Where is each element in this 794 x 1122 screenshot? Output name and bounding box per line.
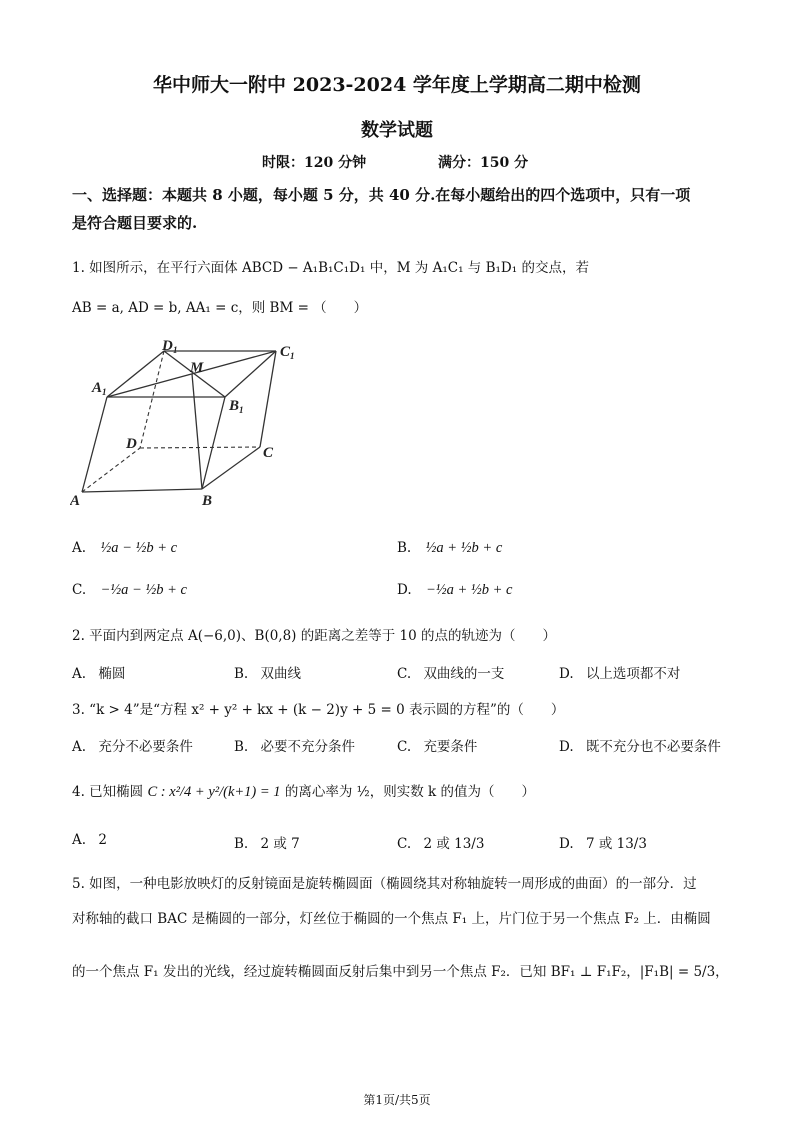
q3-stem: 3. “k > 4”是“方程 x² + y² + kx + (k − 2)y + 5 = 0 表示圆的方程”的（ ） <box>72 702 565 718</box>
page-title: 华中师大一附中 2023-2024 学年度上学期高二期中检测 <box>153 74 641 96</box>
q3-option-c <box>397 735 477 755</box>
section-heading-line2: 是符合题目要求的. <box>72 214 198 232</box>
option-text: −½a − ½b + c <box>100 582 187 598</box>
label-b: B <box>202 493 213 509</box>
option-text: ½a − ½b + c <box>100 540 178 556</box>
option-key: B. <box>234 739 249 755</box>
option-key: A. <box>72 666 87 682</box>
q4-option-b <box>234 832 300 852</box>
q4-option-d <box>559 832 647 852</box>
label-m: M <box>190 360 204 376</box>
option-text: 2 或 7 <box>260 836 300 852</box>
page-subtitle: 数学试题 <box>361 120 433 141</box>
label-d1: D <box>162 338 173 354</box>
option-key: D. <box>559 666 574 682</box>
label-a1: A <box>92 380 103 396</box>
section-heading-line1: 一、选择题：本题共 8 小题，每小题 5 分，共 40 分.在每小题给出的四个选项中，只有一项 <box>72 186 691 204</box>
option-key: C. <box>397 836 412 852</box>
option-text: 2 <box>98 832 107 848</box>
option-key: A. <box>72 540 87 556</box>
option-key: B. <box>234 836 249 852</box>
q1-option-a <box>72 540 177 557</box>
option-text: 充分不必要条件 <box>98 739 193 755</box>
q1-stem-line1: 1. 如图所示，在平行六面体 ABCD − A₁B₁C₁D₁ 中，M 为 A₁C₁ 与 B₁D₁ 的交点，若 <box>72 260 589 276</box>
q4-option-a <box>72 832 107 848</box>
label-a1-sub: 1 <box>102 387 107 397</box>
edge-d-c-hidden <box>140 447 260 448</box>
option-key: D. <box>397 582 412 598</box>
option-key: C. <box>72 582 87 598</box>
q3-option-d <box>559 735 721 755</box>
q1-option-c <box>72 582 187 599</box>
option-text: 双曲线 <box>260 666 302 682</box>
q2-stem: 2. 平面内到两定点 A(−6,0)、B(0,8) 的距离之差等于 10 的点的轨迹为（ ） <box>72 628 557 644</box>
label-a: A <box>70 493 81 509</box>
option-text: 2 或 13/3 <box>423 836 485 852</box>
option-text: 必要不充分条件 <box>260 739 356 755</box>
option-text: 椭圆 <box>98 666 126 682</box>
option-text: 充要条件 <box>423 739 478 755</box>
q4-option-c <box>397 832 484 852</box>
q3-option-b <box>234 735 355 755</box>
option-key: A. <box>72 832 87 848</box>
label-c1-sub: 1 <box>290 351 295 361</box>
option-key: B. <box>234 666 249 682</box>
label-b1-sub: 1 <box>239 405 244 415</box>
q1-option-b <box>397 540 502 557</box>
option-text: 7 或 13/3 <box>585 836 647 852</box>
q1-stem-line2: AB = a, AD = b, AA₁ = c，则 BM = （ ） <box>72 300 368 316</box>
option-text: 既不充分也不必要条件 <box>585 739 721 755</box>
q2-option-a <box>72 662 125 682</box>
option-key: C. <box>397 666 412 682</box>
option-key: C. <box>397 739 412 755</box>
q3-option-a <box>72 735 193 755</box>
page-footer: 第1页/共5页 <box>363 1093 431 1107</box>
q2-option-c <box>397 662 504 682</box>
q2-option-d <box>559 662 680 682</box>
q4-ellipse-equation: C : x²/4 + y²/(k+1) = 1 <box>147 784 281 800</box>
q4-stem <box>72 780 535 801</box>
label-d: D <box>126 436 137 452</box>
q1-option-d <box>397 582 512 599</box>
edge-a-d-hidden <box>82 448 140 492</box>
edge-a1-d1 <box>107 351 164 397</box>
q4-prefix: 4. 已知椭圆 <box>72 784 144 800</box>
time-limit: 时限：120 分钟 <box>262 155 367 171</box>
label-c: C <box>263 445 274 461</box>
option-text: ½a + ½b + c <box>425 540 503 556</box>
option-key: D. <box>559 739 574 755</box>
q5-stem-line1: 5. 如图，一种电影放映灯的反射镜面是旋转椭圆面（椭圆绕其对称轴旋转一周形成的曲面）的一部分．过 <box>72 876 697 892</box>
q5-stem-line2: 对称轴的截口 BAC 是椭圆的一部分，灯丝位于椭圆的一个焦点 F₁ 上，片门位于另一个焦点 F₂ 上．由椭圆 <box>72 911 711 927</box>
option-text: 以上选项都不对 <box>585 666 681 682</box>
parallelepiped-figure <box>70 334 310 514</box>
q4-suffix: 的离心率为 ½，则实数 k 的值为（ ） <box>284 784 535 800</box>
edge-a-b <box>82 489 202 492</box>
edge-c-c1 <box>260 351 276 447</box>
option-key: B. <box>397 540 412 556</box>
option-key: D. <box>559 836 574 852</box>
label-d1-sub: 1 <box>173 345 178 355</box>
q2-option-b <box>234 662 301 682</box>
option-text: −½a + ½b + c <box>425 582 513 598</box>
edge-d-d1-hidden <box>140 351 164 448</box>
q5-stem-line3: 的一个焦点 F₁ 发出的光线，经过旋转椭圆面反射后集中到另一个焦点 F₂．已知 BF₁ ⊥ F₁F₂，|F₁B| = 5/3， <box>72 964 729 980</box>
option-key: A. <box>72 739 87 755</box>
label-c1: C <box>280 344 291 360</box>
full-score: 满分：150 分 <box>438 155 529 171</box>
segment-b-m <box>192 374 202 489</box>
option-text: 双曲线的一支 <box>423 666 505 682</box>
edge-a-a1 <box>82 397 107 492</box>
label-b1: B <box>229 398 240 414</box>
